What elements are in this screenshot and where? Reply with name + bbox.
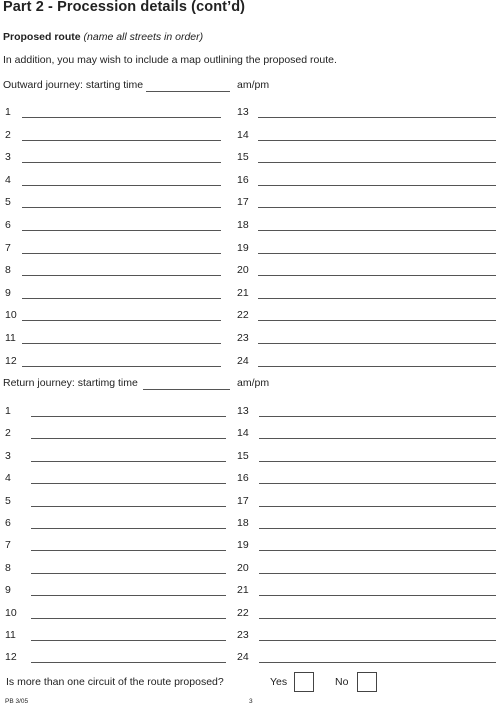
row-number: 5 (5, 196, 11, 209)
street-entry-line[interactable] (259, 573, 496, 574)
row-number: 11 (5, 629, 16, 641)
street-entry-line[interactable] (259, 483, 496, 484)
street-entry-line[interactable] (258, 185, 496, 186)
row-number: 2 (5, 128, 11, 141)
row-number: 6 (5, 219, 11, 231)
street-entry-line[interactable] (258, 366, 496, 367)
row-number: 3 (5, 151, 11, 164)
street-entry-line[interactable] (259, 416, 496, 417)
row-number: 8 (5, 561, 11, 574)
row-number: 4 (5, 173, 11, 186)
row-number: 13 (237, 106, 249, 118)
street-entry-line[interactable] (31, 640, 226, 641)
street-entry-line[interactable] (259, 438, 496, 439)
return-start-time-field[interactable] (143, 389, 230, 390)
row-number: 10 (5, 309, 17, 322)
street-entry-line[interactable] (258, 162, 496, 163)
row-number: 23 (237, 629, 249, 641)
return-journey-label: Return journey: startimg time (3, 377, 138, 389)
street-entry-line[interactable] (22, 275, 221, 276)
street-entry-line[interactable] (258, 343, 496, 344)
row-number: 7 (5, 241, 11, 254)
street-entry-line[interactable] (31, 483, 226, 484)
street-entry-line[interactable] (258, 320, 496, 321)
street-entry-line[interactable] (31, 618, 226, 619)
yes-checkbox[interactable] (294, 672, 314, 692)
row-number: 22 (237, 606, 249, 619)
row-number: 14 (237, 128, 249, 141)
row-number: 18 (237, 517, 249, 529)
return-ampm-label: am/pm (237, 377, 270, 389)
street-entry-line[interactable] (259, 640, 496, 641)
yes-label: Yes (270, 676, 288, 688)
street-entry-line[interactable] (31, 506, 226, 507)
row-number: 12 (5, 651, 17, 664)
row-number: 17 (237, 494, 249, 507)
street-entry-line[interactable] (22, 185, 221, 186)
street-entry-line[interactable] (31, 595, 226, 596)
row-number: 14 (237, 427, 249, 440)
row-number: 10 (5, 606, 17, 619)
street-entry-line[interactable] (22, 298, 221, 299)
street-entry-line[interactable] (31, 416, 226, 417)
street-entry-line[interactable] (31, 438, 226, 439)
row-number: 22 (237, 309, 249, 322)
street-entry-line[interactable] (22, 207, 221, 208)
street-entry-line[interactable] (31, 573, 226, 574)
row-number: 23 (237, 332, 249, 344)
street-entry-line[interactable] (259, 595, 496, 596)
street-entry-line[interactable] (31, 461, 226, 462)
row-number: 11 (5, 332, 16, 344)
street-entry-line[interactable] (259, 550, 496, 551)
row-number: 9 (5, 584, 11, 597)
no-checkbox[interactable] (357, 672, 377, 692)
page-number: 3 (249, 698, 253, 705)
street-entry-line[interactable] (259, 618, 496, 619)
street-entry-line[interactable] (22, 230, 221, 231)
route-heading-note: (name all streets in order) (83, 31, 204, 43)
street-entry-line[interactable] (31, 662, 226, 663)
row-number: 20 (237, 264, 249, 277)
street-entry-line[interactable] (259, 506, 496, 507)
street-entry-line[interactable] (22, 140, 221, 141)
row-number: 24 (237, 651, 249, 664)
row-number: 20 (237, 561, 249, 574)
row-number: 15 (237, 151, 249, 164)
street-entry-line[interactable] (259, 528, 496, 529)
street-entry-line[interactable] (258, 275, 496, 276)
row-number: 16 (237, 472, 249, 485)
outward-journey-label: Outward journey: starting time (3, 79, 144, 91)
row-number: 15 (237, 449, 249, 462)
row-number: 19 (237, 539, 249, 552)
row-number: 21 (237, 584, 249, 597)
row-number: 3 (5, 449, 11, 462)
route-intro: In addition, you may wish to include a map outlining the proposed route. (3, 54, 337, 66)
row-number: 5 (5, 494, 11, 507)
circuit-question: Is more than one circuit of the route proposed? (6, 676, 224, 688)
street-entry-line[interactable] (22, 117, 221, 118)
street-entry-line[interactable] (258, 230, 496, 231)
row-number: 19 (237, 241, 249, 254)
street-entry-line[interactable] (258, 117, 496, 118)
route-heading-label: Proposed route (3, 31, 81, 43)
row-number: 7 (5, 539, 11, 552)
row-number: 13 (237, 405, 249, 417)
street-entry-line[interactable] (31, 550, 226, 551)
row-number: 18 (237, 219, 249, 231)
street-entry-line[interactable] (22, 343, 221, 344)
street-entry-line[interactable] (258, 298, 496, 299)
street-entry-line[interactable] (22, 366, 221, 367)
row-number: 6 (5, 517, 11, 529)
row-number: 12 (5, 354, 17, 367)
row-number: 21 (237, 286, 249, 299)
row-number: 2 (5, 427, 11, 440)
street-entry-line[interactable] (22, 253, 221, 254)
row-number: 8 (5, 264, 11, 277)
street-entry-line[interactable] (258, 253, 496, 254)
page-title: Part 2 - Procession details (cont’d) (3, 0, 246, 15)
street-entry-line[interactable] (258, 207, 496, 208)
row-number: 16 (237, 173, 249, 186)
street-entry-line[interactable] (22, 162, 221, 163)
row-number: 24 (237, 354, 249, 367)
street-entry-line[interactable] (22, 320, 221, 321)
street-entry-line[interactable] (259, 461, 496, 462)
street-entry-line[interactable] (259, 662, 496, 663)
row-number: 17 (237, 196, 249, 209)
row-number: 9 (5, 286, 11, 299)
outward-start-time-field[interactable] (146, 91, 230, 92)
row-number: 1 (5, 106, 11, 118)
row-number: 4 (5, 472, 11, 485)
street-entry-line[interactable] (31, 528, 226, 529)
row-number: 1 (5, 405, 11, 417)
no-label: No (335, 676, 349, 688)
outward-ampm-label: am/pm (237, 79, 270, 91)
route-heading (3, 31, 203, 43)
form-code: PB 3/05 (5, 698, 29, 705)
street-entry-line[interactable] (258, 140, 496, 141)
